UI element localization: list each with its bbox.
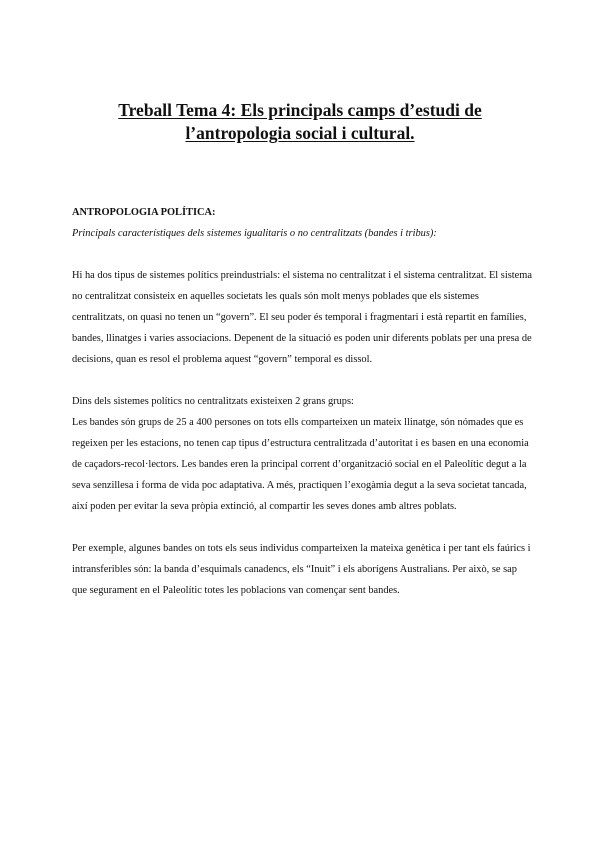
paragraph-spacer (72, 244, 532, 265)
document-body (72, 202, 532, 601)
paragraph-spacer (72, 517, 532, 538)
paragraph-political-systems: Hi ha dos tipus de sistemes polítics preindustrials: el sistema no centralitzat i el sistema centralitzat. El sistema no centralitzat consisteix en aquelles societats les quals són molt menys poblades que els sistemes centralitzats, on quasi no tenen un “govern”. El seu poder és temporal i fragmentari i està repartit en famílies, bandes, llinatges i varies associacions. Depenent de la situació es poden unir diferents poblats per una presa de decisions, quan es resol el problema aquest “govern” temporal es dissol. (72, 270, 532, 365)
document-title (60, 99, 540, 145)
section-heading: ANTROPOLOGIA POLÍTICA: (72, 207, 216, 218)
document-title-line-2: l’antropologia social i cultural. (185, 123, 415, 143)
paragraph-bands: Les bandes són grups de 25 a 400 persones on tots ells comparteixen un mateix llinatge, són nómades que es regeixen per les estacions, no tenen cap tipus d’estructura centralitzada d’autoritat i es basen en una economia de caçadors-recol·lectors. Les bandes eren la principal corrent d’organització social en el Paleolític degut a la seva senzillesa i forma de vida poc adaptativa. A més, practiquen l’exogàmia degut a la seva societat tancada, així poden per evitar la seva pròpia extinció, al compartir les seves dones amb altres poblats. (72, 417, 529, 512)
paragraph-examples: Per exemple, algunes bandes on tots els seus individus comparteixen la mateixa genètica i per tant els faúrics i intransferibles són: la banda d’esquimals canadencs, els “Inuit” i els aborígens Australians. Per això, se sap que segurament en el Paleolític totes les poblacions van començar sent bandes. (72, 543, 531, 596)
paragraph-two-groups: Dins dels sistemes polítics no centralitzats existeixen 2 grans grups: (72, 396, 354, 407)
document-title-line-1: Treball Tema 4: Els principals camps d’estudi de (118, 100, 482, 120)
paragraph-spacer (72, 370, 532, 391)
section-subheading: Principals característiques dels sistemes igualitaris o no centralitzats (bandes i tribus): (72, 228, 437, 239)
